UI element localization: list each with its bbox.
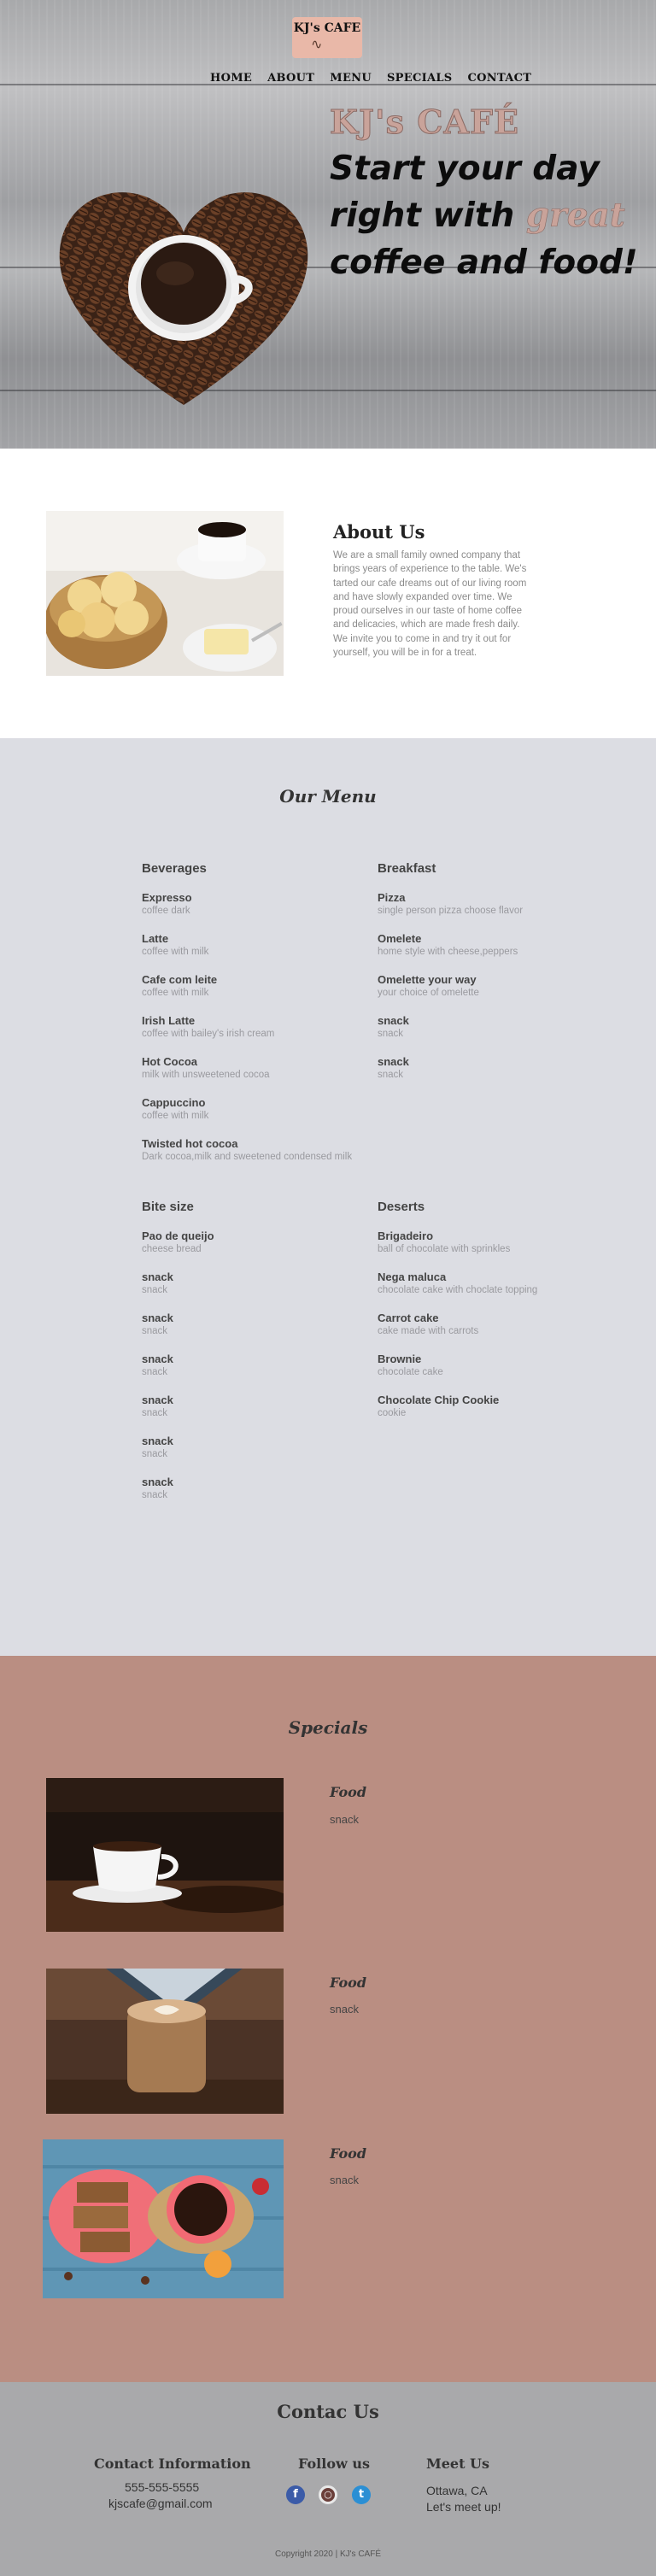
hero-headline-line2: right with xyxy=(330,197,515,235)
menu-item-desc: snack xyxy=(378,1070,404,1080)
menu-item-desc: snack xyxy=(142,1285,168,1295)
menu-item-desc: chocolate cake with choclate topping xyxy=(378,1285,538,1295)
nav-home-link[interactable]: HOME xyxy=(210,72,253,85)
category-title: Deserts xyxy=(378,1200,425,1214)
instagram-icon[interactable]: ○ xyxy=(319,2485,337,2504)
specials-title: Specials xyxy=(288,1717,368,1738)
nav-specials-link[interactable]: SPECIALS xyxy=(386,72,453,85)
menu-item-desc: snack xyxy=(142,1367,168,1377)
menu-item xyxy=(142,1055,372,1082)
site-logo[interactable] xyxy=(292,17,362,58)
menu-item-name: Pao de queijo xyxy=(142,1229,214,1242)
hero-headline-line1: Start your day xyxy=(330,150,600,188)
special-desc: snack xyxy=(330,2003,359,2016)
menu-item xyxy=(142,1137,398,1164)
special-latte-image xyxy=(46,1969,284,2114)
menu-item-name: Nega maluca xyxy=(378,1270,447,1283)
menu-item-name: Latte xyxy=(142,932,169,945)
menu-item-name: snack xyxy=(142,1353,173,1365)
menu-item-name: Pizza xyxy=(378,891,406,904)
coffee-bean-heart-image xyxy=(51,181,316,412)
follow-us-heading: Follow us xyxy=(298,2456,370,2472)
menu-item xyxy=(142,1014,372,1041)
menu-item-name: Hot Cocoa xyxy=(142,1055,197,1068)
hero-section xyxy=(0,0,656,449)
menu-item xyxy=(142,932,372,959)
about-bread-coffee-image xyxy=(46,511,284,676)
menu-item-desc: Dark cocoa,milk and sweetened condensed milk xyxy=(142,1152,353,1162)
facebook-icon[interactable]: f xyxy=(286,2485,305,2504)
menu-item-desc: coffee with bailey's irish cream xyxy=(142,1029,275,1039)
menu-item-name: Twisted hot cocoa xyxy=(142,1137,238,1150)
special-coffee-cup-image xyxy=(46,1778,284,1932)
menu-item-desc: cake made with carrots xyxy=(378,1326,479,1336)
menu-item xyxy=(378,1229,608,1256)
menu-item-desc: chocolate cake xyxy=(378,1367,443,1377)
category-title: Breakfast xyxy=(378,861,436,876)
menu-section xyxy=(0,738,656,1656)
menu-item-desc: coffee with milk xyxy=(142,988,209,998)
menu-item xyxy=(378,1014,608,1041)
menu-item-name: snack xyxy=(142,1476,173,1488)
menu-category-breakfast xyxy=(378,861,608,1096)
menu-item xyxy=(142,1394,372,1420)
menu-item-name: Carrot cake xyxy=(378,1311,439,1324)
menu-item-desc: your choice of omelette xyxy=(378,988,479,998)
menu-item-desc: single person pizza choose flavor xyxy=(378,906,524,916)
contact-footer xyxy=(0,2382,656,2576)
nav-about-link[interactable]: ABOUT xyxy=(267,72,315,85)
menu-item-desc: coffee dark xyxy=(142,906,190,916)
menu-item xyxy=(142,1476,372,1502)
contact-email[interactable]: kjscafe@gmail.com xyxy=(108,2497,213,2510)
menu-item xyxy=(142,1353,372,1379)
hero-headline-great: great xyxy=(525,196,625,235)
special-title: Food xyxy=(330,1784,367,1800)
hero-headline-line3: coffee and food! xyxy=(330,244,638,282)
menu-item-name: snack xyxy=(142,1435,173,1447)
menu-item-name: snack xyxy=(142,1311,173,1324)
category-title: Beverages xyxy=(142,861,207,876)
hero-headline xyxy=(330,145,654,286)
menu-item xyxy=(378,1055,608,1082)
about-title: About Us xyxy=(333,521,425,543)
meet-city: Ottawa, CA xyxy=(426,2484,488,2497)
menu-item xyxy=(142,973,372,1000)
menu-item-desc: milk with unsweetened cocoa xyxy=(142,1070,270,1080)
menu-item-desc: snack xyxy=(378,1029,404,1039)
special-cake-coffee-image xyxy=(43,2139,284,2298)
menu-item-desc: cookie xyxy=(378,1408,407,1418)
steam-icon: ∿ xyxy=(311,36,323,52)
meet-text: Let's meet up! xyxy=(426,2500,501,2514)
menu-item-name: Irish Latte xyxy=(142,1014,196,1027)
copyright: Copyright 2020 | KJ's CAFÉ xyxy=(274,2550,381,2559)
menu-item-name: snack xyxy=(378,1014,409,1027)
menu-category-deserts xyxy=(378,1200,608,1435)
menu-item xyxy=(378,891,608,918)
meet-us-heading: Meet Us xyxy=(426,2456,489,2472)
menu-item-desc: coffee with milk xyxy=(142,947,209,957)
category-title: Bite size xyxy=(142,1200,194,1214)
menu-item xyxy=(378,973,608,1000)
menu-item-name: snack xyxy=(142,1394,173,1406)
menu-item xyxy=(142,891,372,918)
menu-item xyxy=(378,1394,608,1420)
menu-item xyxy=(378,932,608,959)
menu-item xyxy=(142,1229,372,1256)
menu-item-name: Omelete xyxy=(378,932,422,945)
hero-brand-name: KJ's CAFÉ xyxy=(330,103,519,141)
menu-item-name: Chocolate Chip Cookie xyxy=(378,1394,500,1406)
logo-text: KJ's CAFE xyxy=(293,21,361,35)
menu-category-bite-size xyxy=(142,1200,372,1517)
menu-item xyxy=(378,1311,608,1338)
contact-phone[interactable]: 555-555-5555 xyxy=(125,2480,200,2494)
menu-item xyxy=(142,1435,372,1461)
twitter-icon[interactable]: t xyxy=(352,2485,371,2504)
menu-item xyxy=(378,1353,608,1379)
nav-menu-link[interactable]: MENU xyxy=(330,72,372,85)
menu-title: Our Menu xyxy=(279,786,377,807)
menu-item-name: Brigadeiro xyxy=(378,1229,434,1242)
menu-item-desc: coffee with milk xyxy=(142,1111,209,1121)
menu-item-name: snack xyxy=(142,1270,173,1283)
menu-item-name: Cappuccino xyxy=(142,1096,206,1109)
menu-item-desc: ball of chocolate with sprinkles xyxy=(378,1244,511,1254)
menu-item xyxy=(142,1311,372,1338)
menu-item-desc: home style with cheese,peppers xyxy=(378,947,518,957)
footer-title: Contac Us xyxy=(277,2401,379,2422)
special-title: Food xyxy=(330,1975,367,1991)
menu-category-beverages xyxy=(142,861,372,1178)
contact-info-heading: Contact Information xyxy=(94,2456,251,2472)
menu-item-desc: snack xyxy=(142,1449,168,1459)
main-nav xyxy=(210,72,547,85)
special-desc: snack xyxy=(330,1813,359,1826)
menu-item xyxy=(378,1270,608,1297)
nav-contact-link[interactable]: CONTACT xyxy=(467,72,532,85)
menu-item-name: Cafe com leite xyxy=(142,973,218,986)
specials-section xyxy=(0,1656,656,2382)
menu-item-desc: snack xyxy=(142,1490,168,1500)
menu-item-desc: cheese bread xyxy=(142,1244,202,1254)
menu-item-name: Expresso xyxy=(142,891,192,904)
menu-item xyxy=(142,1270,372,1297)
menu-item-name: Brownie xyxy=(378,1353,422,1365)
menu-item-desc: snack xyxy=(142,1326,168,1336)
special-title: Food xyxy=(330,2145,367,2162)
special-desc: snack xyxy=(330,2174,359,2186)
menu-item-desc: snack xyxy=(142,1408,168,1418)
about-text: We are a small family owned company that brings years of experience to the table. We's tarted our cafe dreams out of our living room and have slowly expanded over time. We proud ourselves in our taste of home coffee and delicacies, which are made fresh daily. We invite you to come in and try it out for yourself, you will be in for a treat. xyxy=(333,550,527,659)
menu-item-name: Omelette your way xyxy=(378,973,477,986)
menu-item xyxy=(142,1096,372,1123)
menu-item-name: snack xyxy=(378,1055,409,1068)
